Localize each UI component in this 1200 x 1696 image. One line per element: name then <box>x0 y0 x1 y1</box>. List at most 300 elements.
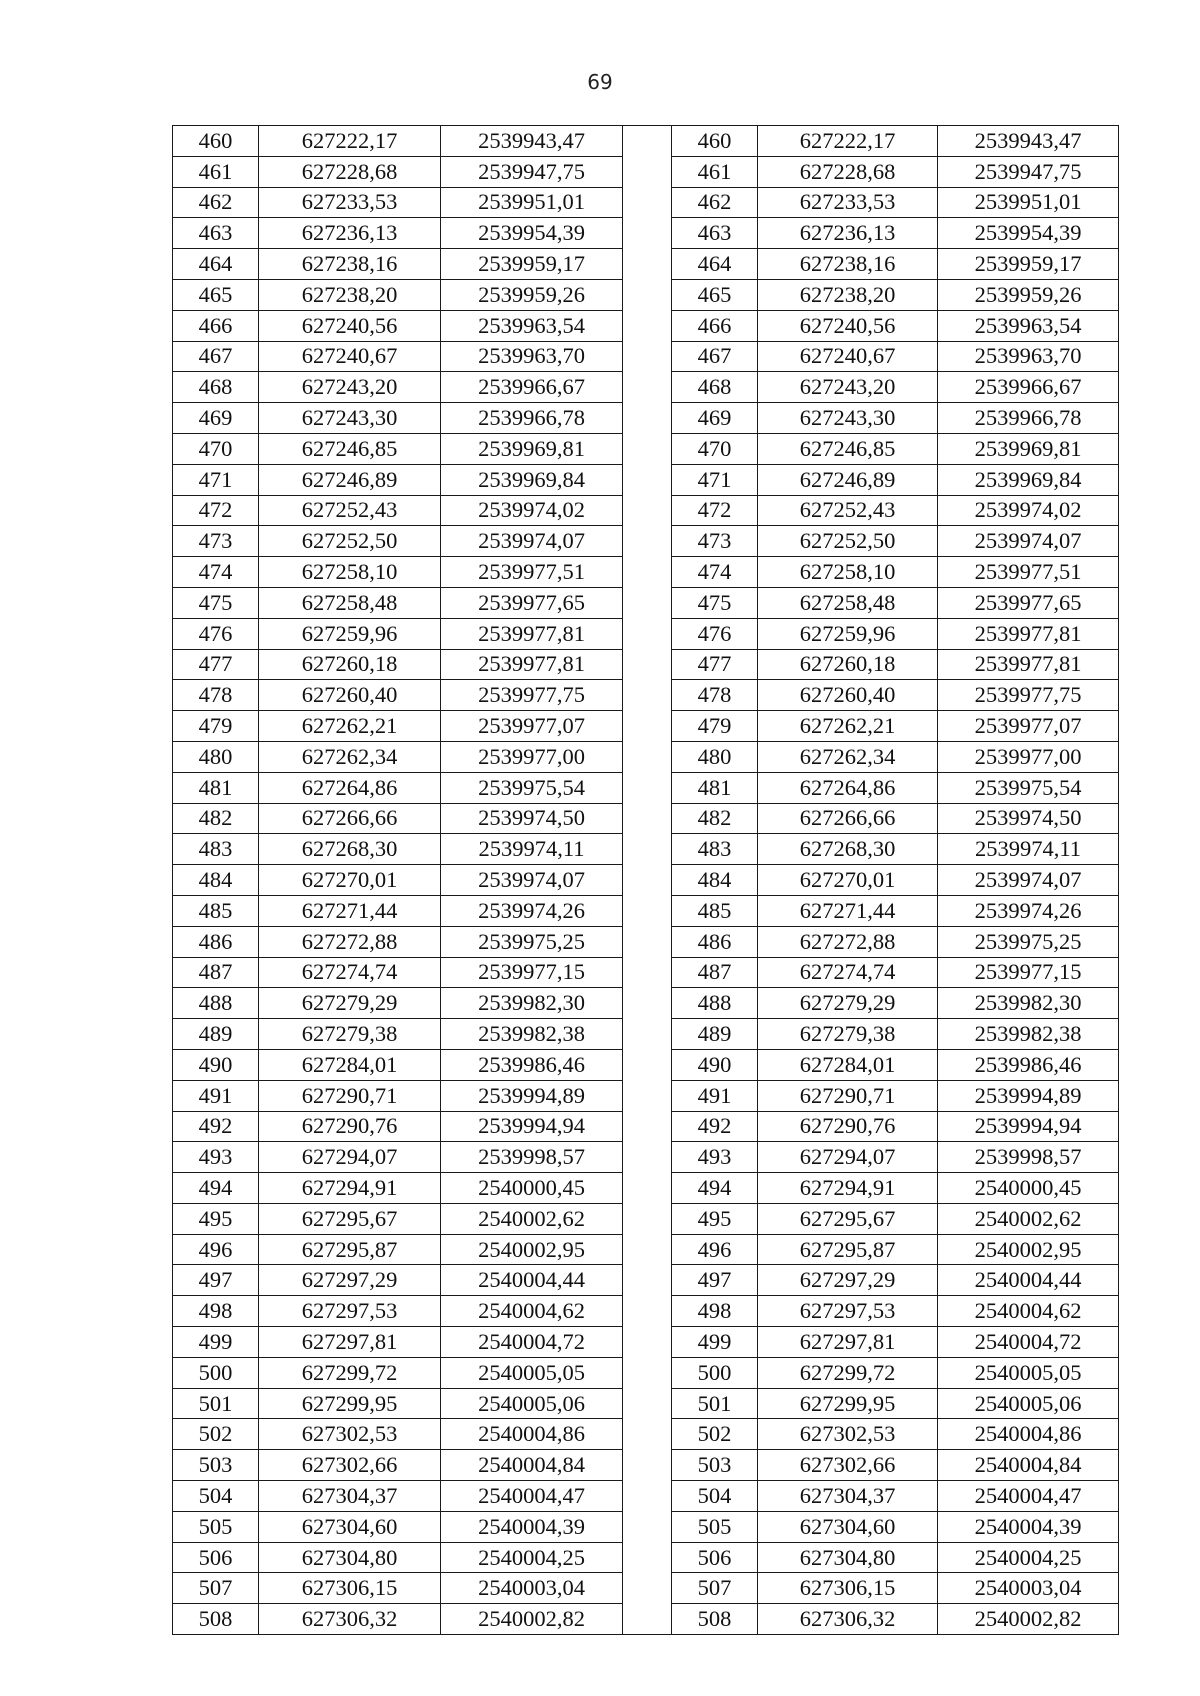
right-point-number-cell: 477 <box>672 649 758 680</box>
right-x-coordinate-cell: 627299,95 <box>758 1388 938 1419</box>
right-point-number-cell: 472 <box>672 495 758 526</box>
left-point-number-cell: 487 <box>173 957 259 988</box>
gap-cell <box>623 1173 672 1204</box>
right-y-coordinate-cell: 2539954,39 <box>938 218 1119 249</box>
left-x-coordinate-cell: 627304,60 <box>259 1511 441 1542</box>
left-y-coordinate-cell: 2539975,25 <box>441 926 623 957</box>
left-y-coordinate-cell: 2539966,67 <box>441 372 623 403</box>
left-y-coordinate-cell: 2540004,84 <box>441 1450 623 1481</box>
left-x-coordinate-cell: 627260,40 <box>259 680 441 711</box>
left-x-coordinate-cell: 627304,37 <box>259 1481 441 1512</box>
right-point-number-cell: 476 <box>672 618 758 649</box>
left-x-coordinate-cell: 627279,38 <box>259 1019 441 1050</box>
right-x-coordinate-cell: 627270,01 <box>758 865 938 896</box>
right-x-coordinate-cell: 627294,07 <box>758 1142 938 1173</box>
right-x-coordinate-cell: 627268,30 <box>758 834 938 865</box>
right-y-coordinate-cell: 2540000,45 <box>938 1173 1119 1204</box>
left-point-number-cell: 464 <box>173 249 259 280</box>
right-x-coordinate-cell: 627290,76 <box>758 1111 938 1142</box>
right-point-number-cell: 470 <box>672 433 758 464</box>
left-point-number-cell: 482 <box>173 803 259 834</box>
table-row <box>173 1049 1119 1080</box>
right-point-number-cell: 485 <box>672 895 758 926</box>
right-y-coordinate-cell: 2540002,62 <box>938 1203 1119 1234</box>
table-row <box>173 618 1119 649</box>
right-x-coordinate-cell: 627258,48 <box>758 587 938 618</box>
left-y-coordinate-cell: 2539963,70 <box>441 341 623 372</box>
right-y-coordinate-cell: 2539982,38 <box>938 1019 1119 1050</box>
left-point-number-cell: 467 <box>173 341 259 372</box>
table-row <box>173 926 1119 957</box>
right-y-coordinate-cell: 2539998,57 <box>938 1142 1119 1173</box>
right-y-coordinate-cell: 2539974,07 <box>938 526 1119 557</box>
right-x-coordinate-cell: 627243,20 <box>758 372 938 403</box>
left-y-coordinate-cell: 2540005,05 <box>441 1357 623 1388</box>
right-x-coordinate-cell: 627304,80 <box>758 1542 938 1573</box>
right-point-number-cell: 471 <box>672 464 758 495</box>
left-y-coordinate-cell: 2539943,47 <box>441 126 623 157</box>
left-y-coordinate-cell: 2539959,26 <box>441 279 623 310</box>
left-x-coordinate-cell: 627240,56 <box>259 310 441 341</box>
left-point-number-cell: 507 <box>173 1573 259 1604</box>
right-point-number-cell: 463 <box>672 218 758 249</box>
gap-cell <box>623 1388 672 1419</box>
left-y-coordinate-cell: 2540005,06 <box>441 1388 623 1419</box>
right-point-number-cell: 489 <box>672 1019 758 1050</box>
table-row <box>173 1019 1119 1050</box>
left-point-number-cell: 493 <box>173 1142 259 1173</box>
left-x-coordinate-cell: 627299,95 <box>259 1388 441 1419</box>
left-point-number-cell: 473 <box>173 526 259 557</box>
left-x-coordinate-cell: 627228,68 <box>259 156 441 187</box>
left-point-number-cell: 463 <box>173 218 259 249</box>
table-row <box>173 1481 1119 1512</box>
right-x-coordinate-cell: 627228,68 <box>758 156 938 187</box>
right-y-coordinate-cell: 2540004,84 <box>938 1450 1119 1481</box>
table-row <box>173 1511 1119 1542</box>
left-y-coordinate-cell: 2540004,47 <box>441 1481 623 1512</box>
right-point-number-cell: 505 <box>672 1511 758 1542</box>
left-x-coordinate-cell: 627252,50 <box>259 526 441 557</box>
right-point-number-cell: 504 <box>672 1481 758 1512</box>
left-y-coordinate-cell: 2540004,72 <box>441 1327 623 1358</box>
left-point-number-cell: 460 <box>173 126 259 157</box>
left-point-number-cell: 504 <box>173 1481 259 1512</box>
right-x-coordinate-cell: 627279,29 <box>758 988 938 1019</box>
right-point-number-cell: 487 <box>672 957 758 988</box>
right-x-coordinate-cell: 627284,01 <box>758 1049 938 1080</box>
right-x-coordinate-cell: 627252,43 <box>758 495 938 526</box>
right-point-number-cell: 483 <box>672 834 758 865</box>
gap-cell <box>623 1419 672 1450</box>
table-row <box>173 1234 1119 1265</box>
right-x-coordinate-cell: 627302,53 <box>758 1419 938 1450</box>
left-point-number-cell: 483 <box>173 834 259 865</box>
left-point-number-cell: 472 <box>173 495 259 526</box>
gap-cell <box>623 156 672 187</box>
gap-cell <box>623 341 672 372</box>
right-x-coordinate-cell: 627238,16 <box>758 249 938 280</box>
left-point-number-cell: 478 <box>173 680 259 711</box>
gap-cell <box>623 187 672 218</box>
gap-cell <box>623 1604 672 1635</box>
left-y-coordinate-cell: 2539975,54 <box>441 772 623 803</box>
left-y-coordinate-cell: 2539977,65 <box>441 587 623 618</box>
left-point-number-cell: 505 <box>173 1511 259 1542</box>
left-point-number-cell: 500 <box>173 1357 259 1388</box>
left-y-coordinate-cell: 2539974,07 <box>441 526 623 557</box>
right-x-coordinate-cell: 627306,15 <box>758 1573 938 1604</box>
left-y-coordinate-cell: 2539969,81 <box>441 433 623 464</box>
left-x-coordinate-cell: 627240,67 <box>259 341 441 372</box>
right-y-coordinate-cell: 2539977,75 <box>938 680 1119 711</box>
right-x-coordinate-cell: 627240,56 <box>758 310 938 341</box>
left-point-number-cell: 470 <box>173 433 259 464</box>
gap-cell <box>623 587 672 618</box>
table-row <box>173 249 1119 280</box>
right-x-coordinate-cell: 627279,38 <box>758 1019 938 1050</box>
gap-cell <box>623 1265 672 1296</box>
gap-cell <box>623 1542 672 1573</box>
right-y-coordinate-cell: 2540005,05 <box>938 1357 1119 1388</box>
table-row <box>173 218 1119 249</box>
gap-cell <box>623 772 672 803</box>
right-point-number-cell: 478 <box>672 680 758 711</box>
left-x-coordinate-cell: 627262,21 <box>259 711 441 742</box>
left-y-coordinate-cell: 2540004,44 <box>441 1265 623 1296</box>
left-x-coordinate-cell: 627279,29 <box>259 988 441 1019</box>
left-x-coordinate-cell: 627233,53 <box>259 187 441 218</box>
left-point-number-cell: 506 <box>173 1542 259 1573</box>
left-point-number-cell: 492 <box>173 1111 259 1142</box>
right-point-number-cell: 466 <box>672 310 758 341</box>
right-x-coordinate-cell: 627302,66 <box>758 1450 938 1481</box>
right-y-coordinate-cell: 2540004,44 <box>938 1265 1119 1296</box>
right-point-number-cell: 473 <box>672 526 758 557</box>
left-point-number-cell: 494 <box>173 1173 259 1204</box>
right-point-number-cell: 490 <box>672 1049 758 1080</box>
right-x-coordinate-cell: 627260,18 <box>758 649 938 680</box>
right-point-number-cell: 496 <box>672 1234 758 1265</box>
left-point-number-cell: 484 <box>173 865 259 896</box>
right-y-coordinate-cell: 2539943,47 <box>938 126 1119 157</box>
right-y-coordinate-cell: 2539974,07 <box>938 865 1119 896</box>
left-y-coordinate-cell: 2539974,07 <box>441 865 623 896</box>
left-point-number-cell: 481 <box>173 772 259 803</box>
right-point-number-cell: 482 <box>672 803 758 834</box>
right-point-number-cell: 507 <box>672 1573 758 1604</box>
right-point-number-cell: 464 <box>672 249 758 280</box>
right-point-number-cell: 508 <box>672 1604 758 1635</box>
left-x-coordinate-cell: 627295,87 <box>259 1234 441 1265</box>
left-x-coordinate-cell: 627258,48 <box>259 587 441 618</box>
table-row <box>173 711 1119 742</box>
table-row <box>173 741 1119 772</box>
left-y-coordinate-cell: 2539977,51 <box>441 557 623 588</box>
right-x-coordinate-cell: 627240,67 <box>758 341 938 372</box>
table-row <box>173 587 1119 618</box>
right-y-coordinate-cell: 2540004,25 <box>938 1542 1119 1573</box>
right-y-coordinate-cell: 2539951,01 <box>938 187 1119 218</box>
left-x-coordinate-cell: 627262,34 <box>259 741 441 772</box>
right-x-coordinate-cell: 627246,85 <box>758 433 938 464</box>
right-y-coordinate-cell: 2539977,07 <box>938 711 1119 742</box>
table-row <box>173 1388 1119 1419</box>
left-x-coordinate-cell: 627306,15 <box>259 1573 441 1604</box>
right-point-number-cell: 467 <box>672 341 758 372</box>
left-point-number-cell: 462 <box>173 187 259 218</box>
left-point-number-cell: 486 <box>173 926 259 957</box>
right-x-coordinate-cell: 627306,32 <box>758 1604 938 1635</box>
right-y-coordinate-cell: 2539974,11 <box>938 834 1119 865</box>
gap-cell <box>623 464 672 495</box>
right-point-number-cell: 502 <box>672 1419 758 1450</box>
table-row <box>173 1111 1119 1142</box>
left-point-number-cell: 503 <box>173 1450 259 1481</box>
gap-cell <box>623 557 672 588</box>
left-x-coordinate-cell: 627252,43 <box>259 495 441 526</box>
gap-cell <box>623 1327 672 1358</box>
table-row <box>173 526 1119 557</box>
gap-cell <box>623 1111 672 1142</box>
gap-cell <box>623 1049 672 1080</box>
right-point-number-cell: 492 <box>672 1111 758 1142</box>
table-row <box>173 557 1119 588</box>
right-x-coordinate-cell: 627266,66 <box>758 803 938 834</box>
left-point-number-cell: 490 <box>173 1049 259 1080</box>
right-x-coordinate-cell: 627295,67 <box>758 1203 938 1234</box>
right-x-coordinate-cell: 627294,91 <box>758 1173 938 1204</box>
left-y-coordinate-cell: 2539977,00 <box>441 741 623 772</box>
table-row <box>173 772 1119 803</box>
right-x-coordinate-cell: 627246,89 <box>758 464 938 495</box>
right-y-coordinate-cell: 2539977,65 <box>938 587 1119 618</box>
left-y-coordinate-cell: 2539994,94 <box>441 1111 623 1142</box>
gap-cell <box>623 895 672 926</box>
right-x-coordinate-cell: 627222,17 <box>758 126 938 157</box>
left-x-coordinate-cell: 627297,53 <box>259 1296 441 1327</box>
right-y-coordinate-cell: 2540004,39 <box>938 1511 1119 1542</box>
gap-cell <box>623 926 672 957</box>
left-y-coordinate-cell: 2539947,75 <box>441 156 623 187</box>
coordinates-table-body <box>173 126 1119 1635</box>
right-x-coordinate-cell: 627264,86 <box>758 772 938 803</box>
gap-cell <box>623 218 672 249</box>
left-x-coordinate-cell: 627264,86 <box>259 772 441 803</box>
right-y-coordinate-cell: 2539977,81 <box>938 618 1119 649</box>
right-y-coordinate-cell: 2539969,81 <box>938 433 1119 464</box>
left-point-number-cell: 508 <box>173 1604 259 1635</box>
left-y-coordinate-cell: 2539974,11 <box>441 834 623 865</box>
right-point-number-cell: 486 <box>672 926 758 957</box>
left-y-coordinate-cell: 2539986,46 <box>441 1049 623 1080</box>
gap-cell <box>623 957 672 988</box>
left-y-coordinate-cell: 2539977,81 <box>441 618 623 649</box>
left-x-coordinate-cell: 627274,74 <box>259 957 441 988</box>
gap-cell <box>623 1080 672 1111</box>
table-row <box>173 187 1119 218</box>
left-y-coordinate-cell: 2540002,82 <box>441 1604 623 1635</box>
right-y-coordinate-cell: 2540003,04 <box>938 1573 1119 1604</box>
right-x-coordinate-cell: 627262,34 <box>758 741 938 772</box>
table-row <box>173 834 1119 865</box>
left-x-coordinate-cell: 627260,18 <box>259 649 441 680</box>
left-y-coordinate-cell: 2539998,57 <box>441 1142 623 1173</box>
gap-cell <box>623 1511 672 1542</box>
right-y-coordinate-cell: 2539966,67 <box>938 372 1119 403</box>
right-point-number-cell: 491 <box>672 1080 758 1111</box>
right-y-coordinate-cell: 2540005,06 <box>938 1388 1119 1419</box>
right-y-coordinate-cell: 2540002,82 <box>938 1604 1119 1635</box>
right-y-coordinate-cell: 2540004,86 <box>938 1419 1119 1450</box>
left-x-coordinate-cell: 627270,01 <box>259 865 441 896</box>
right-y-coordinate-cell: 2539977,51 <box>938 557 1119 588</box>
table-row <box>173 1080 1119 1111</box>
right-y-coordinate-cell: 2540004,72 <box>938 1327 1119 1358</box>
left-y-coordinate-cell: 2539969,84 <box>441 464 623 495</box>
right-x-coordinate-cell: 627272,88 <box>758 926 938 957</box>
right-point-number-cell: 460 <box>672 126 758 157</box>
gap-cell <box>623 279 672 310</box>
right-x-coordinate-cell: 627243,30 <box>758 403 938 434</box>
left-y-coordinate-cell: 2539977,07 <box>441 711 623 742</box>
left-x-coordinate-cell: 627299,72 <box>259 1357 441 1388</box>
left-point-number-cell: 461 <box>173 156 259 187</box>
right-point-number-cell: 493 <box>672 1142 758 1173</box>
table-row <box>173 279 1119 310</box>
left-x-coordinate-cell: 627222,17 <box>259 126 441 157</box>
table-row <box>173 988 1119 1019</box>
gap-cell <box>623 403 672 434</box>
right-y-coordinate-cell: 2539959,26 <box>938 279 1119 310</box>
table-row <box>173 957 1119 988</box>
left-y-coordinate-cell: 2539994,89 <box>441 1080 623 1111</box>
table-row <box>173 156 1119 187</box>
left-x-coordinate-cell: 627297,29 <box>259 1265 441 1296</box>
gap-cell <box>623 834 672 865</box>
right-y-coordinate-cell: 2539977,15 <box>938 957 1119 988</box>
gap-cell <box>623 1203 672 1234</box>
right-point-number-cell: 488 <box>672 988 758 1019</box>
left-y-coordinate-cell: 2540004,25 <box>441 1542 623 1573</box>
right-x-coordinate-cell: 627297,53 <box>758 1296 938 1327</box>
right-point-number-cell: 500 <box>672 1357 758 1388</box>
left-y-coordinate-cell: 2539974,02 <box>441 495 623 526</box>
right-point-number-cell: 469 <box>672 403 758 434</box>
left-y-coordinate-cell: 2540003,04 <box>441 1573 623 1604</box>
table-row <box>173 1327 1119 1358</box>
left-point-number-cell: 488 <box>173 988 259 1019</box>
left-x-coordinate-cell: 627306,32 <box>259 1604 441 1635</box>
table-row <box>173 865 1119 896</box>
left-point-number-cell: 480 <box>173 741 259 772</box>
left-x-coordinate-cell: 627238,20 <box>259 279 441 310</box>
left-y-coordinate-cell: 2539951,01 <box>441 187 623 218</box>
left-point-number-cell: 479 <box>173 711 259 742</box>
right-point-number-cell: 475 <box>672 587 758 618</box>
left-y-coordinate-cell: 2540004,62 <box>441 1296 623 1327</box>
right-y-coordinate-cell: 2539959,17 <box>938 249 1119 280</box>
left-point-number-cell: 498 <box>173 1296 259 1327</box>
left-x-coordinate-cell: 627294,07 <box>259 1142 441 1173</box>
left-x-coordinate-cell: 627246,85 <box>259 433 441 464</box>
left-point-number-cell: 477 <box>173 649 259 680</box>
left-point-number-cell: 475 <box>173 587 259 618</box>
gap-cell <box>623 526 672 557</box>
left-point-number-cell: 476 <box>173 618 259 649</box>
table-row <box>173 464 1119 495</box>
right-y-coordinate-cell: 2539994,89 <box>938 1080 1119 1111</box>
right-y-coordinate-cell: 2539975,54 <box>938 772 1119 803</box>
left-x-coordinate-cell: 627295,67 <box>259 1203 441 1234</box>
gap-cell <box>623 433 672 464</box>
gap-cell <box>623 1450 672 1481</box>
left-point-number-cell: 465 <box>173 279 259 310</box>
table-row <box>173 1142 1119 1173</box>
left-point-number-cell: 469 <box>173 403 259 434</box>
right-point-number-cell: 481 <box>672 772 758 803</box>
left-x-coordinate-cell: 627236,13 <box>259 218 441 249</box>
left-point-number-cell: 474 <box>173 557 259 588</box>
right-y-coordinate-cell: 2539974,50 <box>938 803 1119 834</box>
table-row <box>173 1419 1119 1450</box>
right-y-coordinate-cell: 2540004,62 <box>938 1296 1119 1327</box>
right-point-number-cell: 506 <box>672 1542 758 1573</box>
right-y-coordinate-cell: 2539986,46 <box>938 1049 1119 1080</box>
table-row <box>173 126 1119 157</box>
gap-cell <box>623 988 672 1019</box>
table-row <box>173 649 1119 680</box>
left-x-coordinate-cell: 627246,89 <box>259 464 441 495</box>
left-y-coordinate-cell: 2539966,78 <box>441 403 623 434</box>
right-y-coordinate-cell: 2539977,81 <box>938 649 1119 680</box>
left-point-number-cell: 495 <box>173 1203 259 1234</box>
right-y-coordinate-cell: 2539974,02 <box>938 495 1119 526</box>
left-y-coordinate-cell: 2539977,75 <box>441 680 623 711</box>
table-row <box>173 895 1119 926</box>
left-y-coordinate-cell: 2539959,17 <box>441 249 623 280</box>
left-x-coordinate-cell: 627294,91 <box>259 1173 441 1204</box>
right-y-coordinate-cell: 2539963,54 <box>938 310 1119 341</box>
gap-cell <box>623 126 672 157</box>
right-point-number-cell: 462 <box>672 187 758 218</box>
gap-cell <box>623 618 672 649</box>
table-row <box>173 1265 1119 1296</box>
right-point-number-cell: 468 <box>672 372 758 403</box>
right-y-coordinate-cell: 2539966,78 <box>938 403 1119 434</box>
left-x-coordinate-cell: 627297,81 <box>259 1327 441 1358</box>
right-y-coordinate-cell: 2539963,70 <box>938 341 1119 372</box>
gap-cell <box>623 1481 672 1512</box>
left-x-coordinate-cell: 627302,66 <box>259 1450 441 1481</box>
left-y-coordinate-cell: 2539974,26 <box>441 895 623 926</box>
table-row <box>173 403 1119 434</box>
left-x-coordinate-cell: 627290,71 <box>259 1080 441 1111</box>
gap-cell <box>623 741 672 772</box>
gap-cell <box>623 1296 672 1327</box>
left-x-coordinate-cell: 627290,76 <box>259 1111 441 1142</box>
right-x-coordinate-cell: 627238,20 <box>758 279 938 310</box>
table-row <box>173 1450 1119 1481</box>
table-row <box>173 495 1119 526</box>
right-y-coordinate-cell: 2539977,00 <box>938 741 1119 772</box>
gap-cell <box>623 310 672 341</box>
left-point-number-cell: 471 <box>173 464 259 495</box>
left-x-coordinate-cell: 627302,53 <box>259 1419 441 1450</box>
right-point-number-cell: 503 <box>672 1450 758 1481</box>
right-point-number-cell: 474 <box>672 557 758 588</box>
left-y-coordinate-cell: 2539974,50 <box>441 803 623 834</box>
